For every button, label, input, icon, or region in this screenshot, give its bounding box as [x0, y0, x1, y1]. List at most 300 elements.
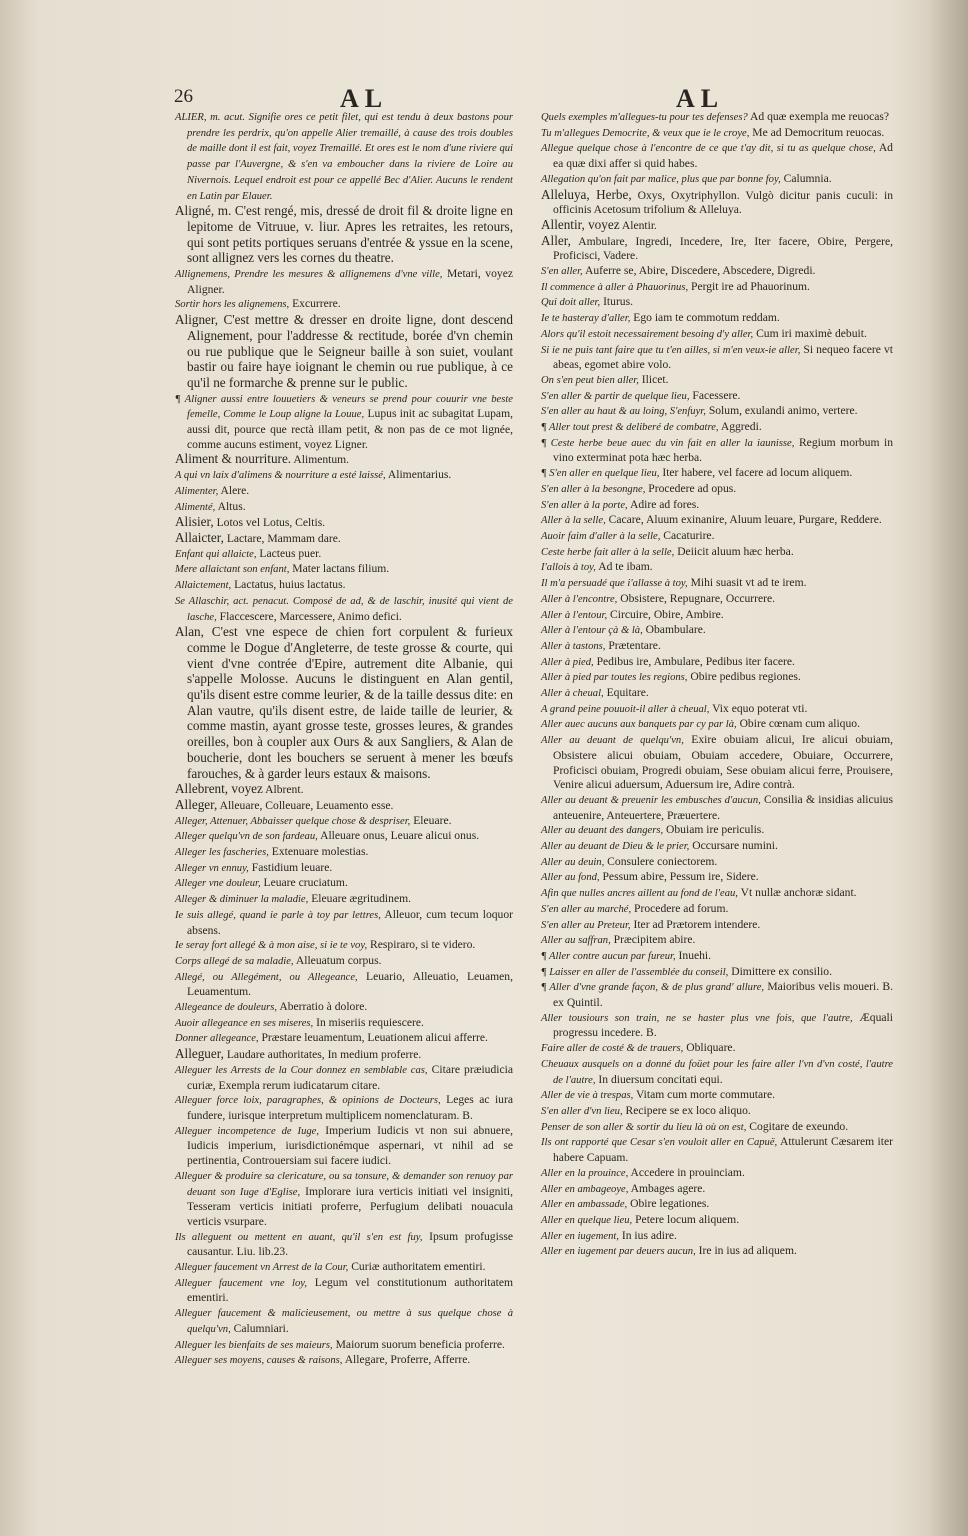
- entry-french: Alleguer force loix, paragraphes, & opinions de Docteurs,: [175, 1095, 441, 1107]
- entry-latin: Lactatus, huius lactatus.: [234, 578, 346, 592]
- dictionary-entry: [541, 1057, 893, 1088]
- entry-latin: Ad te ibam.: [598, 560, 653, 574]
- entry-french: Donner allegeance,: [175, 1033, 259, 1045]
- dictionary-entry: [541, 870, 893, 886]
- entry-french: S'en aller & partir de quelque lieu,: [541, 390, 690, 402]
- entry-french: Allaicter,: [175, 529, 224, 545]
- left-column: [175, 110, 513, 1369]
- dictionary-entry: [175, 110, 513, 204]
- dictionary-entry: [175, 908, 513, 938]
- entry-latin: Leuare cruciatum.: [263, 876, 348, 890]
- entry-french: Allaictement,: [175, 580, 232, 592]
- dictionary-entry: [175, 578, 513, 594]
- entry-latin: In diuersum concitati equi.: [598, 1072, 723, 1086]
- running-head-right: AL: [676, 84, 725, 113]
- entry-latin: Ambages agere.: [630, 1181, 706, 1195]
- entry-french: S'en aller à la porte,: [541, 499, 628, 511]
- dictionary-entry: [541, 576, 893, 592]
- dictionary-entry: [541, 823, 893, 839]
- entry-french: Il m'a persuadé que i'allasse à toy,: [541, 578, 688, 590]
- entry-french: ¶ Aller contre aucun par fureur,: [541, 950, 676, 962]
- dictionary-entry: [175, 1260, 513, 1276]
- entry-latin: Equitare.: [606, 686, 649, 700]
- entry-french: Ils ont rapporté que Cesar s'en vouloit aller en Capuë,: [541, 1137, 778, 1149]
- entry-french: Aller à cheual,: [541, 688, 604, 700]
- entry-french: Aligné, m. C'est rengé, mis, dressé de droit fil & droite ligne en lepitome de Vitruue, v. liur. Apres les retraites, les retours, qui sont petits portiques seruans d'entrée & yssue en la scene, sont allignez vers les cornes du theatre.: [175, 203, 513, 266]
- entry-french: Ie seray fort allegé & à mon aise, si ie te voy,: [175, 940, 368, 952]
- entry-french: Si ie ne puis tant faire que tu t'en ailles, si m'en veux-ie aller,: [541, 344, 801, 356]
- entry-french: ¶ Aligner aussi entre louuetiers & veneurs se prend pour couurir vne beste femelle, Comme le Loup aligne la Louue,: [175, 393, 513, 421]
- dictionary-entry: [541, 141, 893, 171]
- dictionary-entry: [541, 1011, 893, 1041]
- dictionary-entry: [541, 126, 893, 142]
- entry-latin: Occursare numini.: [692, 839, 778, 853]
- dictionary-entry: [175, 1169, 513, 1230]
- dictionary-entry: [175, 1000, 513, 1016]
- dictionary-entry: [541, 420, 893, 436]
- dictionary-entry: [541, 404, 893, 420]
- dictionary-entry: [541, 886, 893, 902]
- entry-latin: Procedere ad opus.: [648, 481, 737, 495]
- dictionary-entry: [541, 1135, 893, 1165]
- entry-french: Tu m'allegues Democrite, & veux que ie le croye,: [541, 127, 750, 139]
- dictionary-entry: [175, 954, 513, 970]
- entry-french: Alleger quelqu'vn de son fardeau,: [175, 831, 318, 843]
- entry-french: S'en aller au haut & au loing, S'enfuyr,: [541, 406, 706, 418]
- entry-french: Se Allaschir, act. penacut. Composé de ad, & de laschir, inusité qui vient de lasche,: [175, 595, 513, 623]
- entry-latin: Alleuare, Colleuare, Leuamento esse.: [219, 798, 394, 812]
- dictionary-entry: [175, 625, 513, 782]
- entry-french: Aller tousiours son train, ne se haster plus vne fois, que l'autre,: [541, 1012, 853, 1024]
- entry-latin: Extenuare molestias.: [271, 845, 369, 859]
- entry-french: A qui vn laix d'alimens & nourriture a esté laissé,: [175, 470, 386, 482]
- entry-french: Aller à pied par toutes les regions,: [541, 672, 688, 684]
- entry-french: Aller au deuin,: [541, 856, 605, 868]
- dictionary-entry: [175, 313, 513, 392]
- entry-latin: Curiæ authoritatem ementiri.: [351, 1260, 486, 1274]
- dictionary-entry: [541, 717, 893, 733]
- entry-latin: Lactare, Mammam dare.: [226, 531, 341, 545]
- entry-french: ¶ Aller tout prest & deliberé de combatre,: [541, 422, 719, 434]
- entry-french: Aller au deuant de Dieu & le prier,: [541, 841, 690, 853]
- dictionary-entry: [541, 933, 893, 949]
- entry-french: Aller au deuant & preuenir les embusches d'aucun,: [541, 794, 761, 806]
- entry-latin: Oxys, Oxytriphyllon. Vulgò dicitur panis cuculi: in officinis Acetosum trifolium & Alleluya.: [553, 188, 894, 217]
- entry-latin: Solum, exulandi animo, vertere.: [708, 404, 858, 418]
- dictionary-entry: [541, 280, 893, 296]
- entry-latin: Citare præiudicia curiæ, Exempla rerum iudicatarum citare.: [187, 1062, 513, 1092]
- entry-french: Aller à pied,: [541, 656, 594, 668]
- entry-latin: Alimentarius.: [387, 468, 452, 482]
- entry-french: Cheuaux ausquels on a donné du foüet pour les faire aller l'vn d'vn costé, l'autre de l'autre,: [541, 1058, 893, 1086]
- dictionary-entry: [175, 452, 513, 468]
- dictionary-entry: [175, 1124, 513, 1169]
- entry-french: Alors qu'il estoit necessairement besoing d'y aller,: [541, 328, 754, 340]
- dictionary-entry: [175, 392, 513, 453]
- entry-latin: Altus.: [217, 499, 246, 513]
- entry-latin: Aberratio à dolore.: [279, 1000, 368, 1014]
- entry-french: Allebrent, voyez: [175, 781, 263, 797]
- entry-latin: Cacaturire.: [663, 528, 715, 542]
- dictionary-entry: [541, 702, 893, 718]
- dictionary-entry: [541, 592, 893, 608]
- entry-latin: Alleuare onus, Leuare alicui onus.: [320, 829, 480, 843]
- entry-french: Aller en ambassade,: [541, 1199, 628, 1211]
- entry-french: Alleger & diminuer la maladie,: [175, 894, 309, 906]
- dictionary-entry: [175, 531, 513, 547]
- dictionary-entry: [541, 110, 893, 126]
- entry-french: Penser de son aller & sortir du lieu là où on est,: [541, 1121, 747, 1133]
- entry-latin: Ilicet.: [641, 372, 669, 386]
- entry-latin: Attulerunt Cæsarem iter habere Capuam.: [553, 1135, 893, 1165]
- dictionary-entry: [175, 204, 513, 267]
- dictionary-entry: [541, 980, 893, 1010]
- entry-french: Auoir allegeance en ses miseres,: [175, 1017, 314, 1029]
- entry-latin: Implorare iura verticis initiati vel insigniti, Tesseram verticis initiati proferre, Perfugium delibati nouacula verticis vsurpare.: [187, 1184, 513, 1228]
- dictionary-entry: [175, 267, 513, 297]
- dictionary-entry: [541, 1041, 893, 1057]
- entry-latin: Lupus init ac subagitat Lupam, aussi dit, pource que rectà illam petit, & non pas de ce mot lignée, comme aucuns estiment, voyez Ligner.: [187, 407, 513, 451]
- entry-french: Qui doit aller,: [541, 297, 601, 309]
- dictionary-entry: [175, 1047, 513, 1063]
- entry-latin: Fastidium leuare.: [251, 860, 333, 874]
- entry-latin: Pedibus ire, Ambulare, Pedibus iter facere.: [596, 654, 795, 668]
- entry-french: Faire aller de costé & de trauers,: [541, 1043, 684, 1055]
- entry-latin: Prætentare.: [608, 638, 661, 652]
- page-edge-shadow: [928, 0, 968, 1536]
- entry-french: Aller à l'encontre,: [541, 593, 618, 605]
- entry-latin: Cum iri maximè debuit.: [756, 326, 867, 340]
- dictionary-entry: [541, 855, 893, 871]
- entry-latin: Lacteus puer.: [259, 546, 322, 560]
- entry-french: Alisier,: [175, 514, 214, 530]
- entry-french: Aller,: [541, 232, 571, 248]
- dictionary-entry: [541, 1229, 893, 1245]
- entry-french: ¶ S'en aller en quelque lieu,: [541, 468, 660, 480]
- entry-french: Allegation qu'on fait par malice, plus que par bonne foy,: [541, 173, 781, 185]
- dictionary-entry: [541, 1197, 893, 1213]
- dictionary-entry: [175, 861, 513, 877]
- dictionary-entry: [541, 1104, 893, 1120]
- entry-latin: Alere.: [220, 483, 250, 497]
- entry-latin: Flaccescere, Marcessere, Animo defici.: [219, 609, 402, 623]
- entry-latin: Exire obuiam alicui, Ire alicui obuiam, Obsistere alicui obuiam, Obuiam accedere, Obuiare, Occurrere, Proficisci obuiam, Progredi obuiam, Sese obuiam alicui ferre, Prouisere, Venire alicui aduersum, Aduersum ire, Adire contrà.: [553, 733, 893, 792]
- entry-french: Alimenter,: [175, 485, 219, 497]
- entry-latin: Iter habere, vel facere ad locum aliquem.: [662, 466, 853, 480]
- dictionary-entry: [175, 468, 513, 484]
- entry-french: Corps allegé de sa maladie,: [175, 955, 294, 967]
- entry-french: Aller au deuant des dangers,: [541, 825, 664, 837]
- entry-french: Aller au deuant de quelqu'vn,: [541, 735, 684, 747]
- dictionary-entry: [541, 295, 893, 311]
- entry-french: Alleguer & produire sa clericature, ou sa tonsure, & demander son renuoy par deuant son Iuge d'Eglise,: [175, 1170, 513, 1198]
- entry-french: Alimenté,: [175, 501, 216, 513]
- entry-latin: Leges ac iura fundere, iurisque interpretum multiplicem nomenclaturam. B.: [187, 1093, 513, 1122]
- dictionary-entry: [541, 1088, 893, 1104]
- entry-latin: Me ad Democritum reuocas.: [752, 125, 885, 139]
- dictionary-entry: [541, 1213, 893, 1229]
- entry-french: Alleguer les Arrests de la Cour donnez en semblable cas,: [175, 1064, 428, 1076]
- entry-french: Alleguer faucement vne loy,: [175, 1277, 308, 1289]
- dictionary-entry: [175, 484, 513, 500]
- dictionary-entry: [541, 902, 893, 918]
- entry-latin: Ego iam te commotum reddam.: [633, 311, 780, 325]
- dictionary-entry: [175, 1338, 513, 1354]
- dictionary-entry: [175, 562, 513, 578]
- entry-latin: Pessum abire, Pessum ire, Sidere.: [602, 870, 759, 884]
- dictionary-entry: [541, 949, 893, 965]
- entry-latin: Æquali progressu incedere. B.: [553, 1010, 893, 1040]
- entry-latin: Allegare, Proferre, Afferre.: [344, 1353, 471, 1367]
- entry-french: On s'en peut bien aller,: [541, 374, 639, 386]
- entry-latin: Circuire, Obire, Ambire.: [610, 607, 724, 621]
- entry-latin: Eleuare ægritudinem.: [311, 892, 412, 906]
- entry-latin: Ipsum profugisse causantur. Liu. lib.23.: [187, 1229, 513, 1259]
- dictionary-entry: [541, 498, 893, 514]
- entry-latin: Pergit ire ad Phauorinum.: [691, 279, 810, 293]
- dictionary-entry: [175, 876, 513, 892]
- entry-latin: Recipere se ex loco aliquo.: [625, 1104, 751, 1117]
- dictionary-entry: [541, 264, 893, 280]
- entry-latin: Alleuor, cum tecum loquor absens.: [187, 907, 514, 937]
- entry-latin: Adire ad fores.: [629, 497, 700, 511]
- entry-french: Alleguer faucement vn Arrest de la Cour,: [175, 1262, 349, 1274]
- dictionary-entry: [541, 436, 893, 466]
- entry-french: ¶ Laisser en aller de l'assemblée du conseil,: [541, 966, 729, 978]
- entry-french: Ie suis allegé, quand ie parle à toy par lettres,: [175, 909, 381, 921]
- entry-french: Sortir hors les alignemens,: [175, 299, 290, 311]
- entry-french: Alleguer incompetence de Iuge,: [175, 1125, 320, 1137]
- dictionary-entry: [541, 529, 893, 545]
- entry-latin: Excurrere.: [292, 297, 341, 311]
- entry-latin: Obire cœnam cum aliquo.: [739, 717, 860, 731]
- entry-latin: Aggredi.: [720, 420, 762, 434]
- entry-french: Aller auec aucuns aux banquets par cy par là,: [541, 719, 737, 731]
- entry-french: Alleger vne douleur,: [175, 878, 261, 890]
- entry-latin: Præstare leuamentum, Leuationem alicui afferre.: [261, 1031, 488, 1045]
- entry-latin: Mihi suasit vt ad te irem.: [690, 576, 807, 590]
- entry-french: Alleger,: [175, 796, 218, 812]
- entry-latin: Obire pedibus regiones.: [690, 670, 801, 684]
- entry-french: S'en aller,: [541, 266, 583, 278]
- entry-french: Aller à l'entour,: [541, 609, 608, 621]
- entry-french: Aller de vie à trespas,: [541, 1090, 634, 1102]
- entry-latin: Inuehi.: [678, 948, 712, 962]
- entry-latin: Legum vel constitutionum authoritatem ementiri.: [187, 1275, 514, 1305]
- entry-latin: Obire legationes.: [630, 1197, 710, 1211]
- dictionary-entry: [175, 782, 513, 798]
- entry-french: Aller en iugement par deuers aucun,: [541, 1246, 696, 1258]
- entry-latin: Accedere in prouinciam.: [630, 1165, 745, 1179]
- entry-french: Allegue quelque chose à l'encontre de ce que t'ay dit, si tu as quelque chose,: [541, 143, 876, 155]
- entry-latin: Leuario, Alleuatio, Leuamen, Leuamentum.: [187, 969, 513, 999]
- entry-french: Mere allaictant son enfant,: [175, 564, 290, 576]
- entry-french: Alleguer les bienfaits de ses maieurs,: [175, 1339, 333, 1351]
- entry-french: Allegé, ou Allegément, ou Allegeance,: [175, 971, 358, 983]
- entry-latin: Maioribus velis moueri. B. ex Quintil.: [553, 980, 893, 1010]
- entry-latin: Cacare, Aluum exinanire, Aluum leuare, Purgare, Reddere.: [608, 513, 882, 527]
- entry-latin: Alimentum.: [293, 453, 350, 467]
- dictionary-entry: [175, 547, 513, 563]
- dictionary-entry: [175, 938, 513, 954]
- entry-latin: Vt nullæ anchoræ sidant.: [740, 886, 857, 900]
- dictionary-entry: [541, 343, 893, 373]
- dictionary-entry: [175, 1276, 513, 1306]
- dictionary-entry: [175, 1063, 513, 1093]
- entry-french: Aller en ambageoye,: [541, 1183, 629, 1195]
- entry-latin: Laudare authoritates, In medium proferre.: [226, 1048, 422, 1062]
- entry-french: Alleguer faucement & malicieusement, ou mettre à sus quelque chose à quelqu'vn,: [175, 1308, 513, 1335]
- entry-french: Aller à la selle,: [541, 515, 606, 527]
- dictionary-entry: [175, 1306, 513, 1337]
- entry-latin: Obuiam ire periculis.: [666, 823, 765, 837]
- dictionary-entry: [541, 513, 893, 529]
- entry-french: Aligner, C'est mettre & dresser en droite ligne, dont descend Alignement, pour l'addresse & rectitude, borée d'vn chemin ou rue publique que le Seigneur baille à son suiet, voulant bastir ou faire haye ioignant le chemin ou rue publique, à ce qu'il ne formarche & prenne sur le public.: [175, 312, 513, 390]
- dictionary-entry: [541, 389, 893, 405]
- dictionary-entry: [175, 845, 513, 861]
- dictionary-entry: [175, 500, 513, 516]
- page-number: 26: [174, 86, 193, 107]
- entry-latin: Obliquare.: [686, 1041, 736, 1055]
- entry-latin: Alleuatum corpus.: [295, 953, 382, 967]
- entry-latin: Obambulare.: [645, 623, 706, 637]
- entry-french: Aller au fond,: [541, 872, 600, 884]
- entry-latin: Procedere ad forum.: [634, 901, 729, 915]
- entry-latin: Ad quæ exempla me reuocas?: [750, 110, 890, 123]
- entry-latin: Consulere coniectorem.: [607, 854, 718, 868]
- dictionary-entry: [541, 655, 893, 671]
- dictionary-entry: [175, 970, 513, 1000]
- entry-latin: Iturus.: [603, 295, 634, 309]
- entry-latin: Vitam cum morte commutare.: [636, 1088, 776, 1102]
- dictionary-entry: [175, 829, 513, 845]
- dictionary-entry: [541, 793, 893, 823]
- dictionary-entry: [541, 670, 893, 686]
- entry-latin: Ire in ius ad aliquem.: [698, 1244, 797, 1258]
- dictionary-entry: [541, 839, 893, 855]
- dictionary-entry: [175, 1353, 513, 1369]
- dictionary-entry: [175, 1016, 513, 1032]
- entry-french: Aller en la prouince,: [541, 1167, 629, 1179]
- entry-french: Ie te hasteray d'aller,: [541, 313, 631, 325]
- dictionary-entry: [541, 218, 893, 234]
- dictionary-entry: [175, 1093, 513, 1123]
- dictionary-entry: [541, 188, 893, 218]
- dictionary-entry: [541, 608, 893, 624]
- entry-french: Aller en quelque lieu,: [541, 1214, 633, 1226]
- entry-latin: Calumniari.: [233, 1321, 289, 1335]
- entry-latin: Albrent.: [265, 783, 304, 797]
- entry-french: Alan, C'est vne espece de chien fort corpulent & furieux comme le Dogue d'Angleterre, de teste grosse & courte, qui vient d'vne contrée d'Epire, autrement dite Albanie, qui s'appelle Molosse. Aucuns le distinguent en Alan gentil, qu'ils disent estre comme leurier, & de la taille dessus dite: en Alan vautre, qu'ils disent estre, de laide taille de leurier, & comme mastin, ayant grosse teste, grosses leures, & grandes oreilles, bon à coupler aux Ours & aux Sangliers, & Alan de boucherie, dont les bouchers se seruent à mener les bœufs farouches, & à garder leurs estaux & maisons.: [175, 624, 513, 781]
- dictionary-entry: [541, 1182, 893, 1198]
- dictionary-entry: [175, 594, 513, 625]
- entry-french: Auoir faim d'aller à la selle,: [541, 530, 661, 542]
- entry-latin: Vix equo poterat vti.: [712, 701, 808, 715]
- dictionary-entry: [175, 798, 513, 814]
- entry-latin: Consilia & insidias alicuius anteuenire, Anteuertere, Præuertere.: [553, 792, 893, 822]
- entry-french: Quels exemples m'allegues-tu pour tes defenses?: [541, 112, 748, 123]
- entry-latin: Deiicit aluum hæc herba.: [677, 544, 794, 558]
- entry-french: ALIER, m. acut. Signifie ores ce petit filet, qui est tendu à deux bastons pour prendre les perdrix, qu'on appelle Alier tremaillé, à cause des trois doubles de maille dont il est fait, voyez Tremaillé. Et ores est le nom d'une riviere qui passe par l'Auvergne, & s'en va emboucher dans la riviere de Loire au Nivernois. Lequel endroit est pour ce appellé Bec d'Alier. Aucuns le rendent en Latin par Elauer.: [175, 112, 513, 202]
- dictionary-entry: [541, 918, 893, 934]
- dictionary-entry: [541, 560, 893, 576]
- entry-latin: Iter ad Prætorem intendere.: [633, 917, 761, 931]
- entry-latin: Ad ea quæ dixi affer si quid habes.: [553, 141, 893, 171]
- entry-french: ¶ Aller d'vne grande façon, & de plus grand' allure,: [541, 982, 765, 994]
- dictionary-entry: [541, 623, 893, 639]
- entry-french: Enfant qui allaicte,: [175, 548, 257, 560]
- entry-french: Alleger les fascheries,: [175, 847, 269, 859]
- entry-latin: Dimittere ex consilio.: [731, 964, 832, 978]
- entry-latin: Maiorum suorum beneficia proferre.: [335, 1337, 505, 1351]
- entry-latin: Auferre se, Abire, Discedere, Abscedere, Digredi.: [584, 264, 816, 278]
- entry-latin: Imperium Iudicis vt non sui abnuere, Iudicis imperium, iurisdictionémque aspernari, vt nihil ad se pertinentia, Controuersiam sui facere iudici.: [187, 1123, 513, 1168]
- entry-latin: Obsistere, Repugnare, Occurrere.: [620, 591, 776, 605]
- dictionary-entry: [541, 327, 893, 343]
- dictionary-entry: [541, 482, 893, 498]
- dictionary-entry: [541, 733, 893, 793]
- dictionary-entry: [175, 1230, 513, 1260]
- entry-french: A grand peine pouuoit-il aller à cheual,: [541, 703, 710, 715]
- entry-latin: In ius adire.: [621, 1228, 677, 1242]
- right-column: [541, 110, 893, 1260]
- entry-french: ¶ Ceste herbe beue auec du vin fait en aller la iaunisse,: [541, 437, 795, 449]
- dictionary-entry: [541, 311, 893, 327]
- dictionary-entry: [175, 515, 513, 531]
- entry-french: Alleguer,: [175, 1046, 224, 1062]
- entry-french: S'en aller d'vn lieu,: [541, 1106, 623, 1117]
- dictionary-entry: [175, 297, 513, 313]
- dictionary-entry: [541, 639, 893, 655]
- dictionary-entry: [175, 892, 513, 908]
- entry-french: Aller à l'entour çà & là,: [541, 625, 643, 637]
- dictionary-entry: [175, 1031, 513, 1047]
- entry-french: I'allois à toy,: [541, 562, 596, 574]
- entry-french: Alleluya, Herbe,: [541, 186, 632, 202]
- dictionary-entry: [541, 172, 893, 188]
- entry-french: Alleguer ses moyens, causes & raisons,: [175, 1355, 343, 1367]
- entry-latin: Præcipitem abire.: [613, 933, 696, 947]
- entry-french: Il commence à aller à Phauorinus,: [541, 281, 689, 293]
- dictionary-entry: [541, 545, 893, 561]
- dictionary-entry: [541, 1166, 893, 1182]
- entry-french: S'en aller à la besongne,: [541, 483, 646, 495]
- entry-french: S'en aller au marché,: [541, 903, 632, 915]
- dictionary-entry: [541, 1244, 893, 1260]
- entry-latin: In miseriis requiescere.: [316, 1015, 424, 1029]
- entry-latin: Facessere.: [692, 388, 741, 402]
- entry-latin: Alentir.: [621, 218, 657, 232]
- entry-latin: Eleuare.: [413, 813, 452, 827]
- entry-french: Ceste herbe fait aller à la selle,: [541, 546, 675, 558]
- entry-latin: Lotos vel Lotus, Celtis.: [216, 516, 326, 530]
- entry-latin: Cogitare de exeundo.: [749, 1119, 849, 1133]
- entry-latin: Petere locum aliquem.: [635, 1212, 740, 1226]
- entry-latin: Calumnia.: [783, 171, 832, 185]
- entry-latin: Ambulare, Ingredi, Incedere, Ire, Iter facere, Obire, Pergere, Proficisci, Vadere.: [553, 234, 894, 263]
- entry-latin: Metari, voyez Aligner.: [187, 267, 513, 296]
- dictionary-entry: [541, 686, 893, 702]
- running-head-left: AL: [340, 84, 389, 113]
- dictionary-entry: [541, 234, 893, 264]
- entry-french: Afin que nulles ancres aillent au fond de l'eau,: [541, 888, 738, 900]
- entry-french: Aller au saffran,: [541, 935, 611, 947]
- dictionary-entry: [541, 466, 893, 482]
- entry-latin: Respiraro, si te videro.: [370, 938, 476, 952]
- dictionary-entry: [175, 814, 513, 830]
- entry-french: Aller à tastons,: [541, 640, 606, 652]
- entry-french: Allegeance de douleurs,: [175, 1002, 278, 1014]
